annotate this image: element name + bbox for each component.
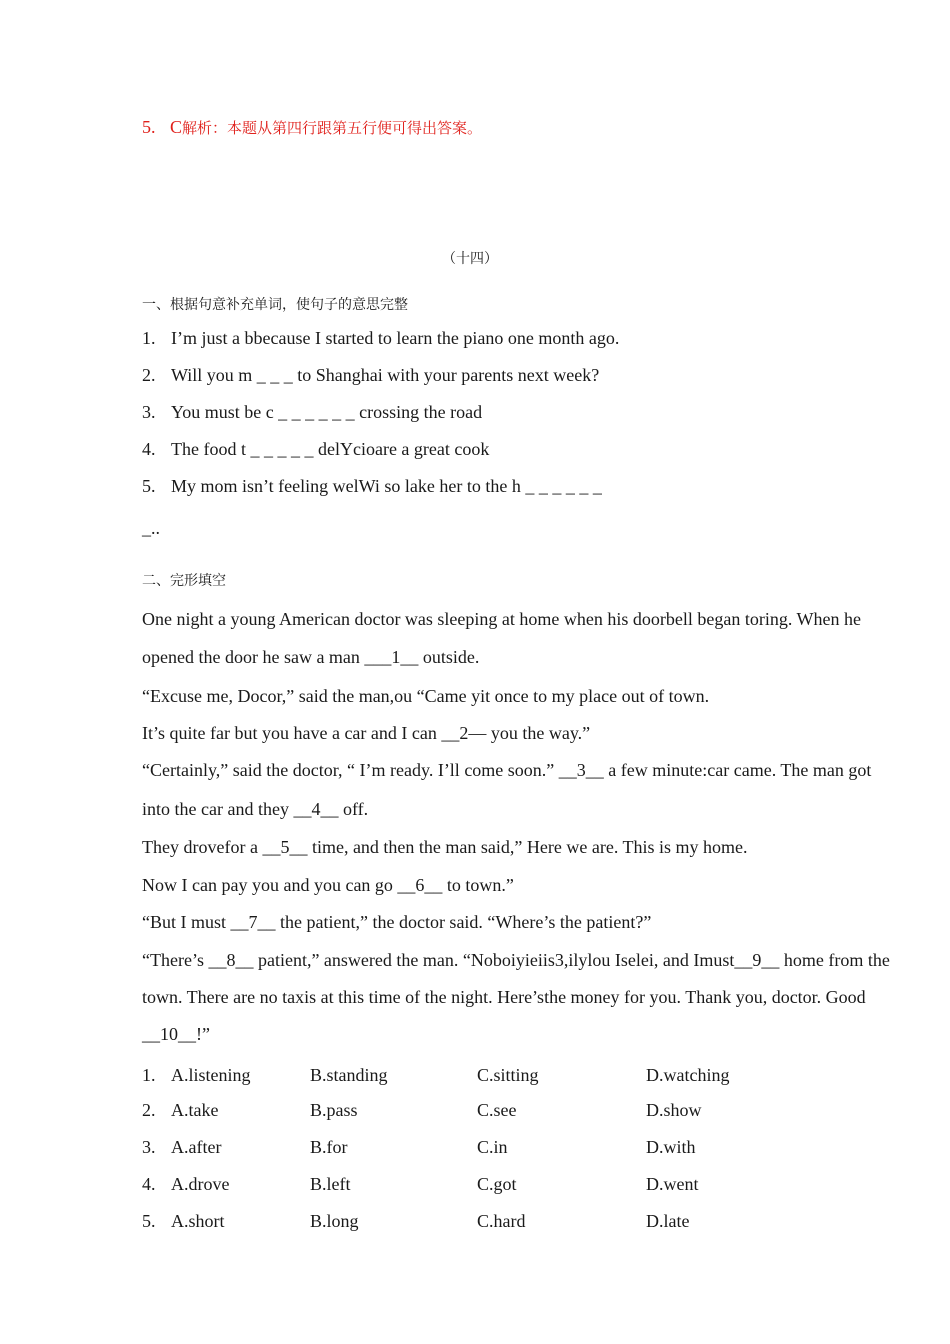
option-number: 1. bbox=[142, 1065, 156, 1085]
option-d: D.with bbox=[646, 1137, 696, 1157]
option-row bbox=[142, 1100, 842, 1124]
item-text: My mom isn’t feeling welWi so lake her to the h _ _ _ _ _ _ bbox=[171, 476, 602, 496]
option-b: B.pass bbox=[310, 1100, 358, 1120]
item-text: The food t _ _ _ _ _ delYcioare a great cook bbox=[171, 439, 490, 459]
item-text: You must be c _ _ _ _ _ _ crossing the road bbox=[171, 402, 483, 422]
passage-line: “Certainly,” said the doctor, “ I’m ready. I’ll come soon.” __3__ a few minute:car came. The man got bbox=[142, 760, 872, 780]
option-b: B.for bbox=[310, 1137, 348, 1157]
option-b: B.long bbox=[310, 1211, 359, 1231]
option-a: A.drove bbox=[171, 1174, 230, 1194]
answer-letter: C bbox=[170, 117, 183, 137]
option-number: 3. bbox=[142, 1137, 156, 1157]
passage-line: Now I can pay you and you can go __6__ to town.” bbox=[142, 875, 514, 895]
answer-note: 解析：本题从第四行跟第五行便可得出答案。 bbox=[182, 119, 483, 137]
item-number: 1. bbox=[142, 328, 156, 348]
option-d: D.went bbox=[646, 1174, 699, 1194]
sentence-item bbox=[142, 365, 599, 386]
option-a: A.short bbox=[171, 1211, 225, 1231]
option-number: 4. bbox=[142, 1174, 156, 1194]
option-c: C.in bbox=[477, 1137, 508, 1157]
option-c: C.hard bbox=[477, 1211, 526, 1231]
sentence-item bbox=[142, 476, 602, 497]
option-row bbox=[142, 1137, 842, 1161]
item-number: 3. bbox=[142, 402, 156, 422]
option-d: D.show bbox=[646, 1100, 702, 1120]
passage-line: One night a young American doctor was sleeping at home when his doorbell began toring. When he bbox=[142, 609, 861, 629]
passage-line: “But I must __7__ the patient,” the doctor said. “Where’s the patient?” bbox=[142, 912, 652, 932]
item-text: I’m just a bbecause I started to learn the piano one month ago. bbox=[171, 328, 620, 348]
passage-line: __10__!” bbox=[142, 1024, 210, 1044]
option-a: A.listening bbox=[171, 1065, 251, 1085]
passage-line: “Excuse me, Docor,” said the man,ou “Came yit once to my place out of town. bbox=[142, 686, 710, 706]
option-d: D.watching bbox=[646, 1065, 730, 1085]
passage-line: opened the door he saw a man ___1__ outside. bbox=[142, 647, 480, 667]
option-b: B.left bbox=[310, 1174, 351, 1194]
option-row bbox=[142, 1065, 842, 1089]
sentence-item bbox=[142, 402, 482, 423]
passage-line: It’s quite far but you have a car and I can __2— you the way.” bbox=[142, 723, 591, 743]
option-row bbox=[142, 1174, 842, 1198]
item-text: Will you m _ _ _ to Shanghai with your parents next week? bbox=[171, 365, 600, 385]
option-c: C.see bbox=[477, 1100, 517, 1120]
section-title: （十四） bbox=[442, 251, 498, 267]
item-number: 4. bbox=[142, 439, 156, 459]
option-row bbox=[142, 1211, 842, 1235]
option-a: A.after bbox=[171, 1137, 222, 1157]
option-b: B.standing bbox=[310, 1065, 388, 1085]
option-c: C.got bbox=[477, 1174, 517, 1194]
option-c: C.sitting bbox=[477, 1065, 539, 1085]
passage-line: town. There are no taxis at this time of the night. Here’sthe money for you. Thank you, doctor. Good bbox=[142, 987, 866, 1007]
item-number: 5. bbox=[142, 476, 156, 496]
sentence-item bbox=[142, 328, 619, 349]
option-number: 5. bbox=[142, 1211, 156, 1231]
answer-line bbox=[142, 117, 482, 138]
passage-line: “There’s __8__ patient,” answered the man. “Noboiyieiis3,ilylou Iselei, and Imust__9__ home from the bbox=[142, 950, 890, 970]
answer-number: 5. bbox=[142, 117, 156, 137]
option-a: A.take bbox=[171, 1100, 219, 1120]
passage-line: into the car and they __4__ off. bbox=[142, 799, 369, 819]
passage-line: They drovefor a __5__ time, and then the man said,” Here we are. This is my home. bbox=[142, 837, 748, 857]
part2-heading: 二、完形填空 bbox=[142, 573, 226, 589]
option-number: 2. bbox=[142, 1100, 156, 1120]
sentence-continuation: _.. bbox=[142, 518, 160, 538]
sentence-item bbox=[142, 439, 489, 460]
item-number: 2. bbox=[142, 365, 156, 385]
option-d: D.late bbox=[646, 1211, 690, 1231]
part1-heading: 一、根据句意补充单词，使句子的意思完整 bbox=[142, 297, 408, 313]
